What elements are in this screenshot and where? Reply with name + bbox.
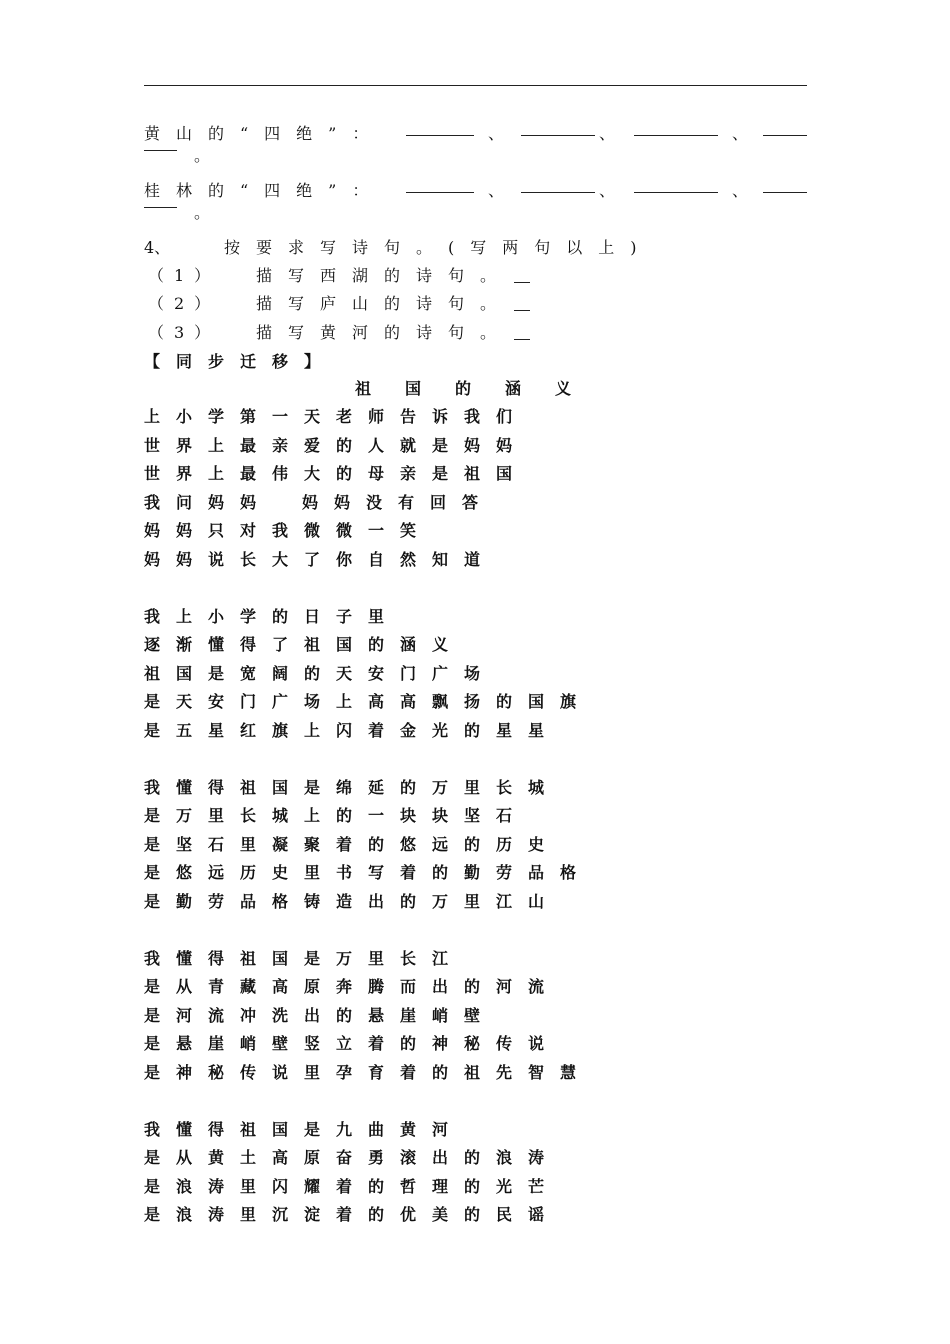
- fill-label: 黄山的“四绝”：: [144, 124, 385, 143]
- end-mark: 。: [194, 146, 211, 165]
- blank-field[interactable]: [521, 135, 595, 136]
- item-number: （3）: [148, 323, 221, 342]
- question-item-2: [148, 291, 530, 314]
- question-item-1: [148, 263, 530, 286]
- blank-field[interactable]: [763, 192, 807, 193]
- poem-line: 是勤劳品格铸造出的万里江山: [144, 891, 561, 911]
- blank-field[interactable]: [763, 135, 807, 136]
- blank-field[interactable]: [634, 135, 718, 136]
- fill-row-guilin: [144, 178, 807, 222]
- separator: 、: [488, 124, 505, 143]
- separator: 、: [488, 181, 505, 200]
- poem-line: 是神秘传说里孕育着的祖先智慧: [144, 1062, 593, 1082]
- poem-title: 祖国的涵义: [355, 379, 606, 398]
- fill-row-huangshan: [144, 121, 807, 165]
- poem-line: 我上小学的日子里: [144, 606, 401, 626]
- separator: 、: [599, 181, 616, 200]
- poem-line: 我懂得祖国是九曲黄河: [144, 1119, 465, 1139]
- poem-line-part: 我问妈妈: [144, 492, 273, 512]
- poem-line: 世界上最伟大的母亲是祖国: [144, 464, 529, 483]
- blank-field[interactable]: [406, 135, 474, 136]
- poem-line: 是坚石里凝聚着的悠远的历史: [144, 834, 561, 854]
- answer-blank[interactable]: [514, 325, 530, 340]
- separator: 、: [599, 124, 616, 143]
- poem-line: 是浪涛里闪耀着的哲理的光芒: [144, 1176, 561, 1196]
- poem-line: [144, 489, 592, 518]
- blank-field[interactable]: [521, 192, 595, 193]
- poem-line: 是河流冲洗出的悬崖峭壁: [144, 1005, 497, 1025]
- item-number: （1）: [148, 266, 221, 285]
- end-mark: 。: [194, 203, 211, 222]
- item-number: （2）: [148, 294, 221, 313]
- separator: 、: [732, 124, 749, 143]
- section-heading: 【同步迁移】: [144, 352, 337, 371]
- separator: 、: [732, 181, 749, 200]
- poem-line: 祖国是宽阔的天安门广场: [144, 663, 497, 683]
- blank-field-continued[interactable]: [144, 207, 177, 208]
- poem-line: 逐渐懂得了祖国的涵义: [144, 635, 465, 654]
- poem-line: 世界上最亲爱的人就是妈妈: [144, 435, 529, 455]
- poem-line: 是天安门广场上高高飘扬的国旗: [144, 692, 593, 711]
- blank-field[interactable]: [406, 192, 474, 193]
- answer-blank[interactable]: [514, 268, 530, 283]
- poem-line: 是悠远历史里书写着的勤劳品格: [144, 863, 593, 882]
- poem-body: [144, 403, 592, 1230]
- header-rule: [144, 85, 807, 86]
- question-number: 4、: [144, 238, 171, 257]
- item-text: 描写黄河的诗句。: [256, 323, 513, 342]
- poem-line: 是五星红旗上闪着金光的星星: [144, 720, 561, 740]
- poem-line-part: 妈妈没有回答: [302, 492, 495, 512]
- poem-line: 是从青藏高原奔腾而出的河流: [144, 977, 561, 996]
- question-4: [144, 235, 653, 258]
- poem-line: 我懂得祖国是绵延的万里长城: [144, 777, 561, 797]
- poem-line: 是万里长城上的一块块坚石: [144, 806, 529, 825]
- blank-field-continued[interactable]: [144, 150, 177, 151]
- question-item-3: [148, 320, 530, 343]
- poem-line: 妈妈只对我微微一笑: [144, 521, 433, 540]
- question-prompt: 按要求写诗句。(写两句以上): [224, 238, 653, 257]
- poem-line: 是浪涛里沉淀着的优美的民谣: [144, 1205, 561, 1224]
- fill-label: 桂林的“四绝”：: [144, 181, 385, 200]
- poem-line: 妈妈说长大了你自然知道: [144, 549, 497, 569]
- item-text: 描写庐山的诗句。: [256, 294, 513, 313]
- poem-line: 上小学第一天老师告诉我们: [144, 407, 529, 426]
- poem-line: 是悬崖峭壁竖立着的神秘传说: [144, 1034, 561, 1053]
- poem-line: 我懂得祖国是万里长江: [144, 948, 465, 968]
- answer-blank[interactable]: [514, 296, 530, 311]
- poem-line: 是从黄土高原奋勇滚出的浪涛: [144, 1148, 561, 1167]
- blank-field[interactable]: [634, 192, 718, 193]
- item-text: 描写西湖的诗句。: [256, 266, 513, 285]
